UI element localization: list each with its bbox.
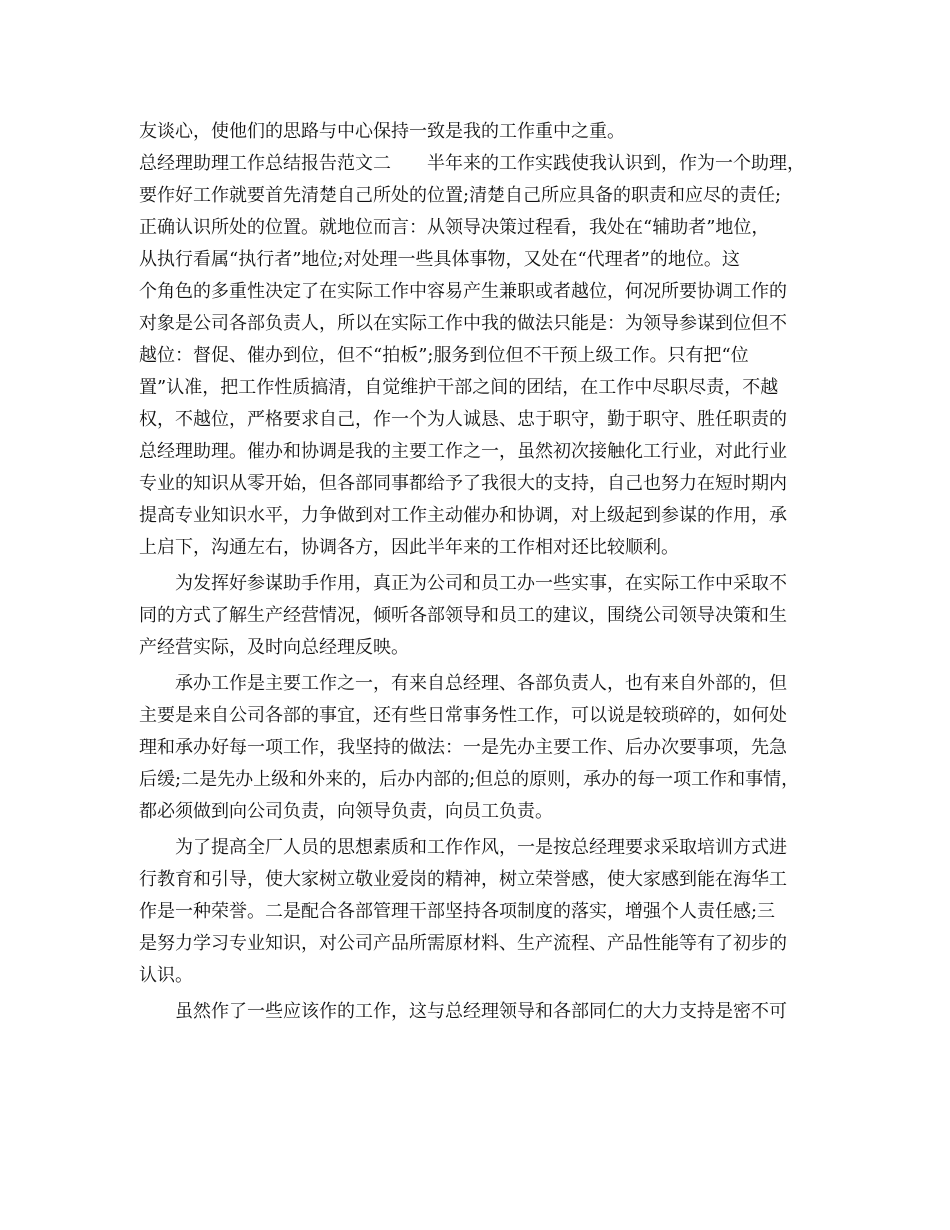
text-line: 是努力学习专业知识，对公司产品所需原材料、生产流程、产品性能等有了初步的 (139, 933, 787, 954)
text-line: 总经理助理。催办和协调是我的主要工作之一，虽然初次接触化工行业，对此行业 (139, 441, 787, 462)
text-line: 主要是来自公司各部的事宜，还有些日常事务性工作，可以说是较琐碎的，如何处 (139, 705, 787, 726)
document-body (139, 116, 829, 1028)
text-line: 个角色的多重性决定了在实际工作中容易产生兼职或者越位，何况所要协调工作的 (139, 281, 787, 302)
text-line: 要作好工作就要首先清楚自己所处的位置;清楚自己所应具备的职责和应尽的责任; (139, 185, 782, 206)
text-line: 行教育和引导，使大家树立敬业爱岗的精神，树立荣誉感，使大家感到能在海华工 (139, 869, 787, 890)
text-line: 正确认识所处的位置。就地位而言：从领导决策过程看，我处在“辅助者”地位， (139, 217, 770, 238)
text-line: 提高专业知识水平，力争做到对工作主动催办和协调，对上级起到参谋的作用，承 (139, 505, 787, 526)
text-line: 上启下，沟通左右，协调各方，因此半年来的工作相对还比较顺利。 (139, 537, 679, 558)
text-line: 友谈心，使他们的思路与中心保持一致是我的工作重中之重。 (139, 121, 625, 142)
paragraph-start-line: 承办工作是主要工作之一，有来自总经理、各部负责人，也有来自外部的，但 (139, 673, 787, 694)
paragraph-start-line: 为了提高全厂人员的思想素质和工作作风，一是按总经理要求采取培训方式进 (139, 837, 787, 858)
text-line: 理和承办好每一项工作，我坚持的做法：一是先办主要工作、后办次要事项，先急 (139, 737, 787, 758)
text-line: 越位：督促、催办到位，但不“拍板”;服务到位但不干预上级工作。只有把“位 (139, 345, 749, 366)
text-line: 权，不越位，严格要求自己，作一个为人诚恳、忠于职守，勤于职守、胜任职责的 (139, 409, 787, 430)
text-line: 从执行看属“执行者”地位;对处理一些具体事物，又处在“代理者”的地位。这 (139, 249, 740, 270)
text-line: 作是一种荣誉。二是配合各部管理干部坚持各项制度的落实，增强个人责任感;三 (139, 901, 776, 922)
text-line: 后缓;二是先办上级和外来的，后办内部的;但总的原则，承办的每一项工作和事情， (139, 769, 800, 790)
text-line: 对象是公司各部负责人，所以在实际工作中我的做法只能是：为领导参谋到位但不 (139, 313, 787, 334)
text-line: 认识。 (139, 965, 193, 986)
text-line: 都必须做到向公司负责，向领导负责，向员工负责。 (139, 801, 553, 822)
text-line: 产经营实际，及时向总经理反映。 (139, 637, 409, 658)
text-line: 置”认准，把工作性质搞清，自觉维护干部之间的团结，在工作中尽职尽责，不越 (139, 377, 779, 398)
paragraph-start-line: 为发挥好参谋助手作用，真正为公司和员工办一些实事，在实际工作中采取不 (139, 573, 787, 594)
text-line: 专业的知识从零开始，但各部同事都给予了我很大的支持，自己也努力在短时期内 (139, 473, 787, 494)
text-line: 同的方式了解生产经营情况，倾听各部领导和员工的建议，围绕公司领导决策和生 (139, 605, 787, 626)
text-line: 总经理助理工作总结报告范文二 半年来的工作实践使我认识到，作为一个助理， (139, 153, 805, 174)
paragraph-start-line: 虽然作了一些应该作的工作，这与总经理领导和各部同仁的大力支持是密不可 (139, 1001, 787, 1022)
